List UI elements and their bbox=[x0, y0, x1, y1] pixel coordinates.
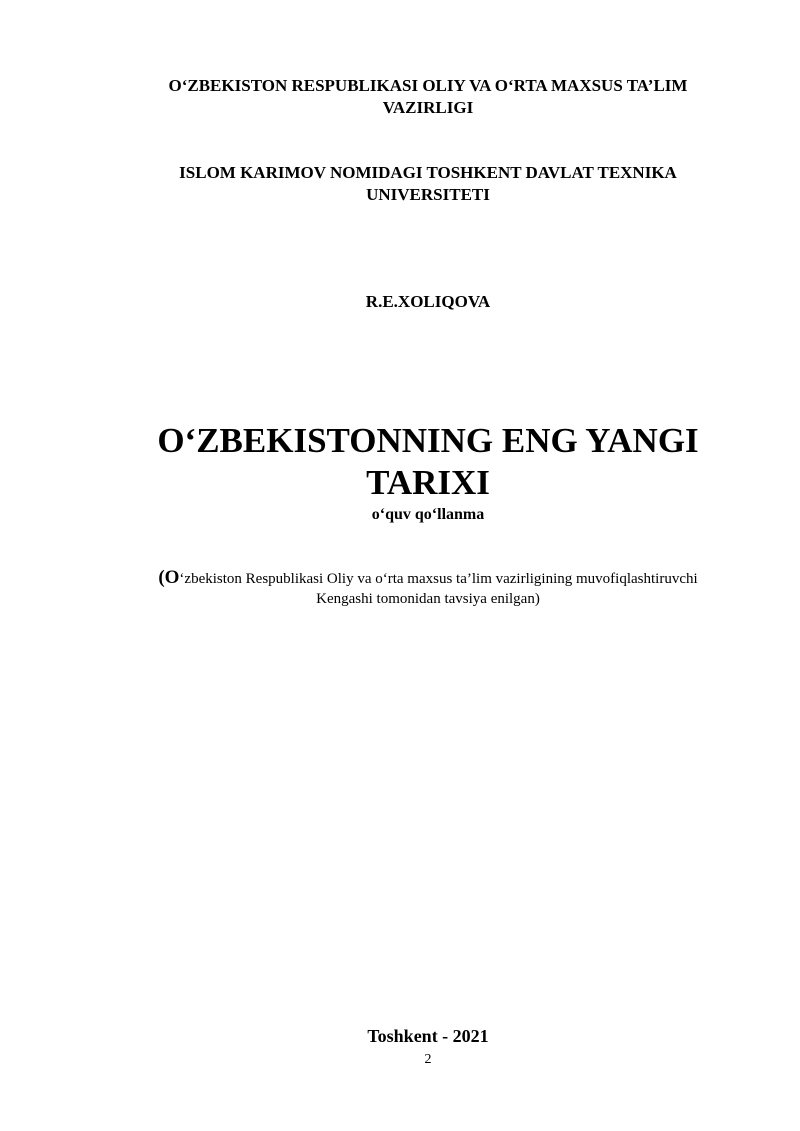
book-subtitle: o‘quv qo‘llanma bbox=[371, 506, 485, 523]
approval-line-2: Kengashi tomonidan tavsiya enilgan) bbox=[316, 591, 540, 607]
approval-lead: (O bbox=[158, 567, 180, 588]
university-heading bbox=[120, 162, 736, 206]
author-name: R.E.XOLIQOVA bbox=[365, 292, 491, 311]
page-number: 2 bbox=[424, 1052, 432, 1067]
book-title-line-1: O‘ZBEKISTONNING ENG YANGI bbox=[157, 421, 699, 460]
ministry-line-1: O‘ZBEKISTON RESPUBLIKASI OLIY VA O‘RTA MAXSUS TA’LIM bbox=[168, 76, 688, 95]
ministry-line-2: VAZIRLIGI bbox=[382, 98, 474, 117]
book-title bbox=[120, 420, 736, 504]
university-line-2: UNIVERSITETI bbox=[366, 185, 490, 204]
ministry-heading bbox=[120, 75, 736, 119]
approval-line-1-text: ‘zbekiston Respublikasi Oliy va o‘rta maxsus ta’lim vazirligining muvofiqlashtiruvchi bbox=[179, 571, 698, 587]
book-title-line-2: TARIXI bbox=[366, 463, 490, 502]
approval-line-1 bbox=[110, 568, 746, 589]
university-line-1: ISLOM KARIMOV NOMIDAGI TOSHKENT DAVLAT TEXNIKA bbox=[179, 163, 677, 182]
approval-note bbox=[110, 568, 746, 609]
city-year: Toshkent - 2021 bbox=[367, 1026, 489, 1046]
